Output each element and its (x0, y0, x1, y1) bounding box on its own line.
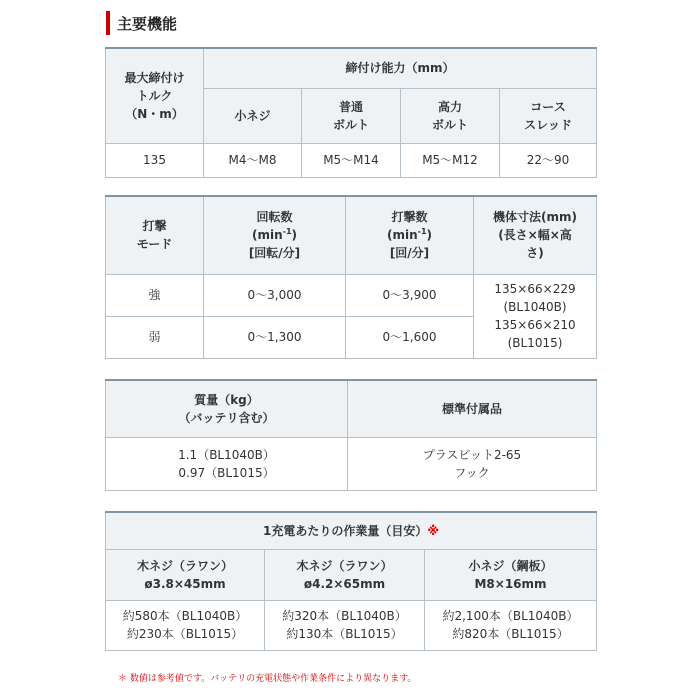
capacity-header: 締付け能力（mm） (204, 48, 597, 88)
ipm-strong: 0～3,900 (346, 274, 474, 316)
mode-header: 打撃 モード (106, 196, 204, 274)
coarse-thread-header: コース スレッド (500, 88, 597, 143)
wood-screw-38-header: 木ネジ（ラワン） ø3.8×45mm (106, 549, 265, 600)
work-amount-title: 1充電あたりの作業量（目安）※ (106, 512, 597, 549)
note-mark: ※ (427, 523, 440, 538)
machine-screw-value: 約2,100本（BL1040B） 約820本（BL1015） (425, 600, 597, 650)
normal-bolt-value: M5～M14 (302, 143, 401, 177)
normal-bolt-header: 普通 ボルト (302, 88, 401, 143)
rpm-weak: 0～1,300 (204, 316, 346, 358)
footnote: ＊ 数値は参考値です。バッテリの充電状態や作業条件により異なります。 (118, 674, 417, 684)
wood-screw-42-value: 約320本（BL1040B） 約130本（BL1015） (265, 600, 425, 650)
work-amount-table (105, 511, 597, 651)
small-screw-header: 小ネジ (204, 88, 302, 143)
mass-accessory-table (105, 379, 597, 491)
accessory-header: 標準付属品 (348, 380, 597, 437)
ipm-weak: 0～1,600 (346, 316, 474, 358)
torque-header: 最大締付け トルク （N・m） (106, 48, 204, 143)
coarse-thread-value: 22～90 (500, 143, 597, 177)
size-header: 機体寸法(mm) (長さ×幅×高 さ) (474, 196, 597, 274)
mode-weak: 弱 (106, 316, 204, 358)
ipm-header: 打撃数 $(\min^{-1})$ [回/分] (346, 196, 474, 274)
section-title: 主要機能 (117, 14, 178, 33)
mass-value: 1.1（BL1040B） 0.97（BL1015） (106, 437, 348, 490)
torque-value: 135 (106, 143, 204, 177)
speed-table (105, 195, 597, 359)
mode-strong: 強 (106, 274, 204, 316)
mass-header: 質量（kg） （バッテリ含む） (106, 380, 348, 437)
high-bolt-value: M5～M12 (401, 143, 500, 177)
wood-screw-42-header: 木ネジ（ラワン） ø4.2×65mm (265, 549, 425, 600)
accessory-value: プラスビット2-65 フック (348, 437, 597, 490)
capacity-table (105, 47, 597, 178)
machine-screw-header: 小ネジ（鋼板） M8×16mm (425, 549, 597, 600)
rpm-header: 回転数 $(\min^{-1})$ [回転/分] (204, 196, 346, 274)
body-size-value: 135×66×229 (BL1040B) 135×66×210 (BL1015) (474, 274, 597, 358)
high-bolt-header: 高力 ボルト (401, 88, 500, 143)
heading-accent-bar (106, 11, 110, 35)
wood-screw-38-value: 約580本（BL1040B） 約230本（BL1015） (106, 600, 265, 650)
table-row (106, 274, 597, 316)
section-heading (106, 11, 177, 35)
small-screw-value: M4～M8 (204, 143, 302, 177)
rpm-strong: 0～3,000 (204, 274, 346, 316)
